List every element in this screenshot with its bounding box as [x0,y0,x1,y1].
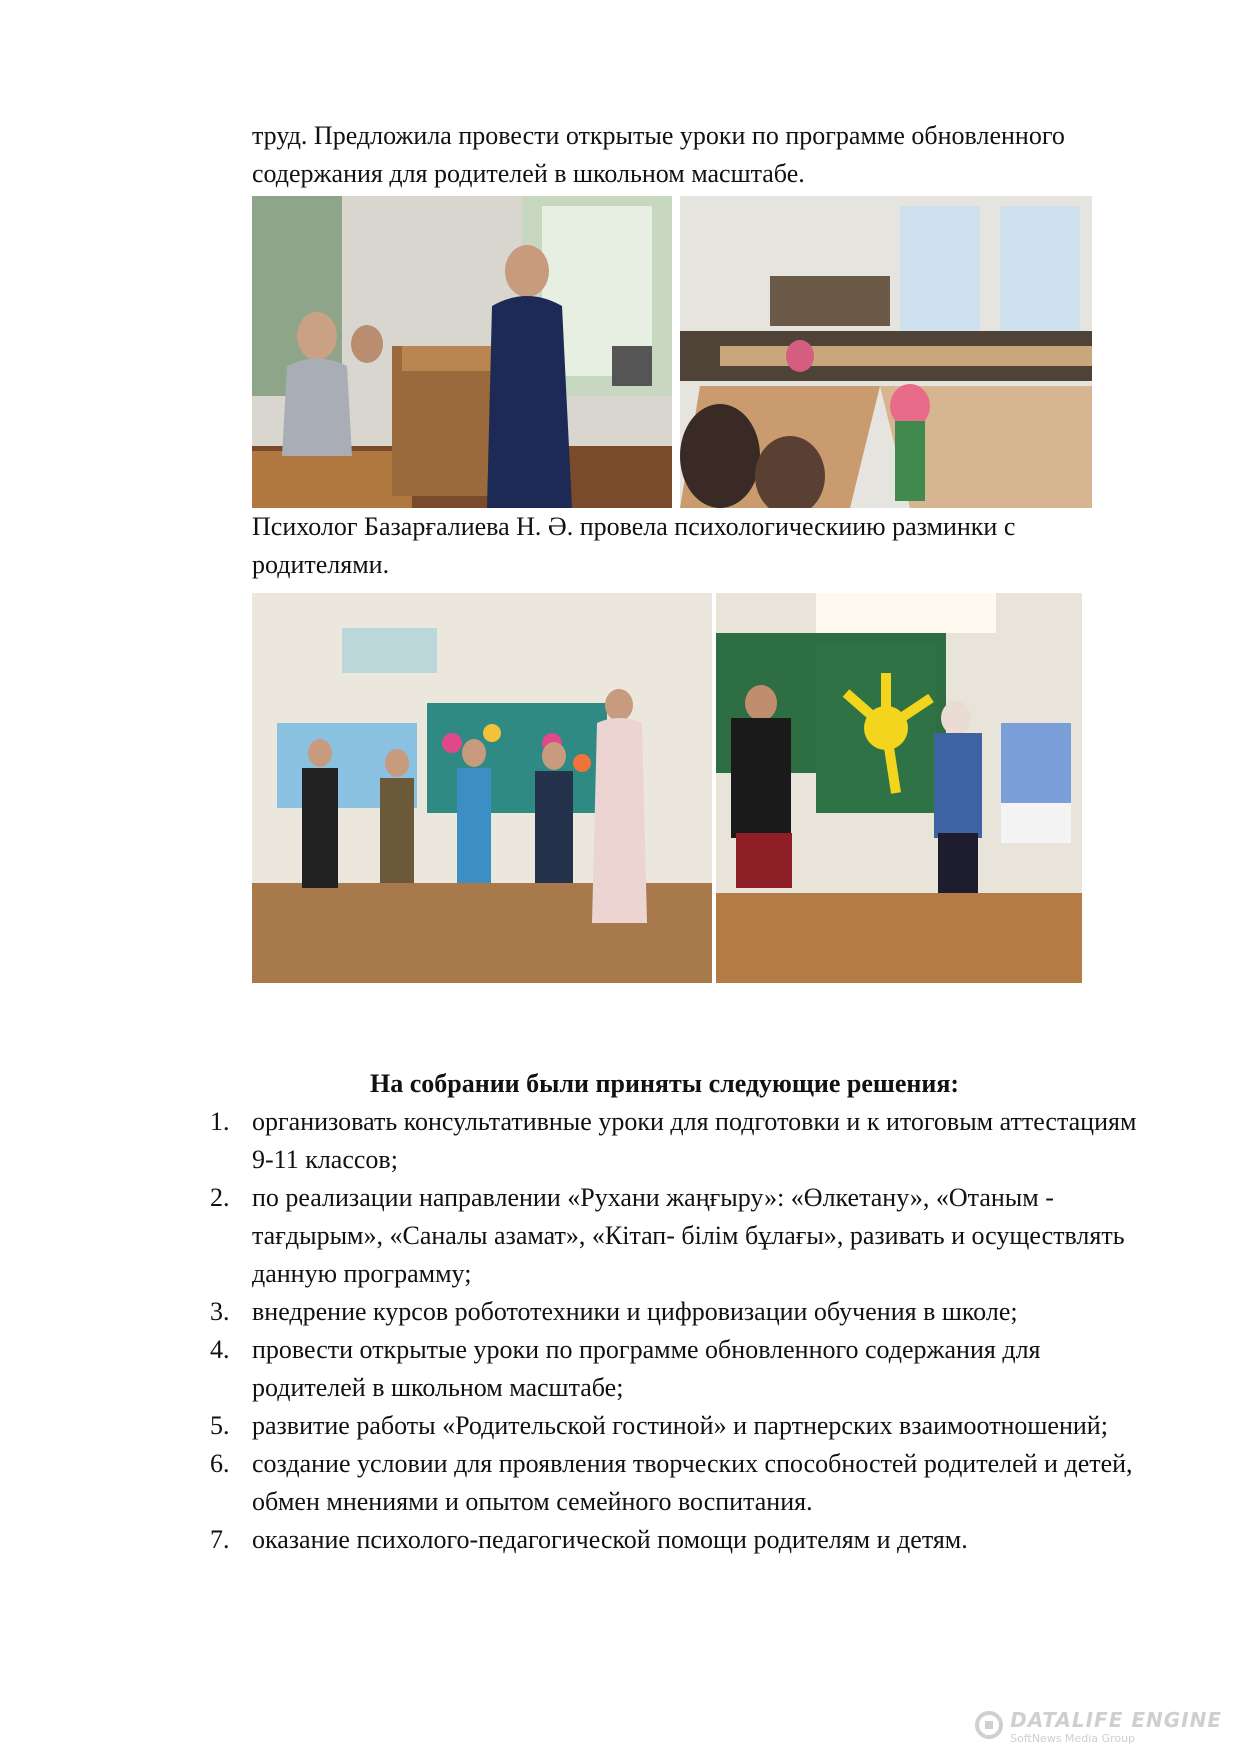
decision-item: 1. организовать консультативные уроки для подготовки и к итоговым аттестациям 9-11 классов; [210,1107,1137,1174]
watermark-brand: DATALIFE ENGINE [1010,1708,1222,1732]
watermark-subtitle: SoftNews Media Group [1010,1732,1136,1745]
photo-classroom-audience [680,196,1092,508]
decision-item: 4. провести открытые уроки по программе обновленного содержания для родителей в школьном масштабе; [210,1335,1041,1402]
photo-caption: Психолог Базарғалиева Н. Ә. провела психологическиию разминки с родителями. [252,512,1016,579]
decisions-list [200,1103,1160,1559]
photo-speaker-podium [252,196,672,508]
photo-board-activity [716,593,1082,983]
decision-item: 2. по реализации направлении «Рухани жаңғыру»: «Өлкетану», «Отаным - тағдырым», «Саналы азамат», «Кітап- білім бұлағы», разивать и осуществлять данную программу; [210,1183,1125,1288]
decision-item: 6. создание условии для проявления творческих способностей родителей и детей, обмен мнениями и опытом семейного воспитания. [210,1449,1133,1516]
photo-parents-standing [252,593,712,983]
watermark [974,1710,1222,1744]
decision-item: 7. оказание психолого-педагогической помощи родителям и детям. [210,1525,968,1554]
decision-item: 3. внедрение курсов робототехники и цифровизации обучения в школе; [210,1297,1018,1326]
watermark-logo-icon [974,1710,1004,1744]
intro-paragraph: труд. Предложила провести открытые уроки по программе обновленного содержания для родителей в школьном масштабе. [252,121,1065,188]
decisions-heading: На собрании были приняты следующие решения: [370,1069,960,1098]
decision-item: 5. развитие работы «Родительской гостиной» и партнерских взаимоотношений; [210,1411,1108,1440]
